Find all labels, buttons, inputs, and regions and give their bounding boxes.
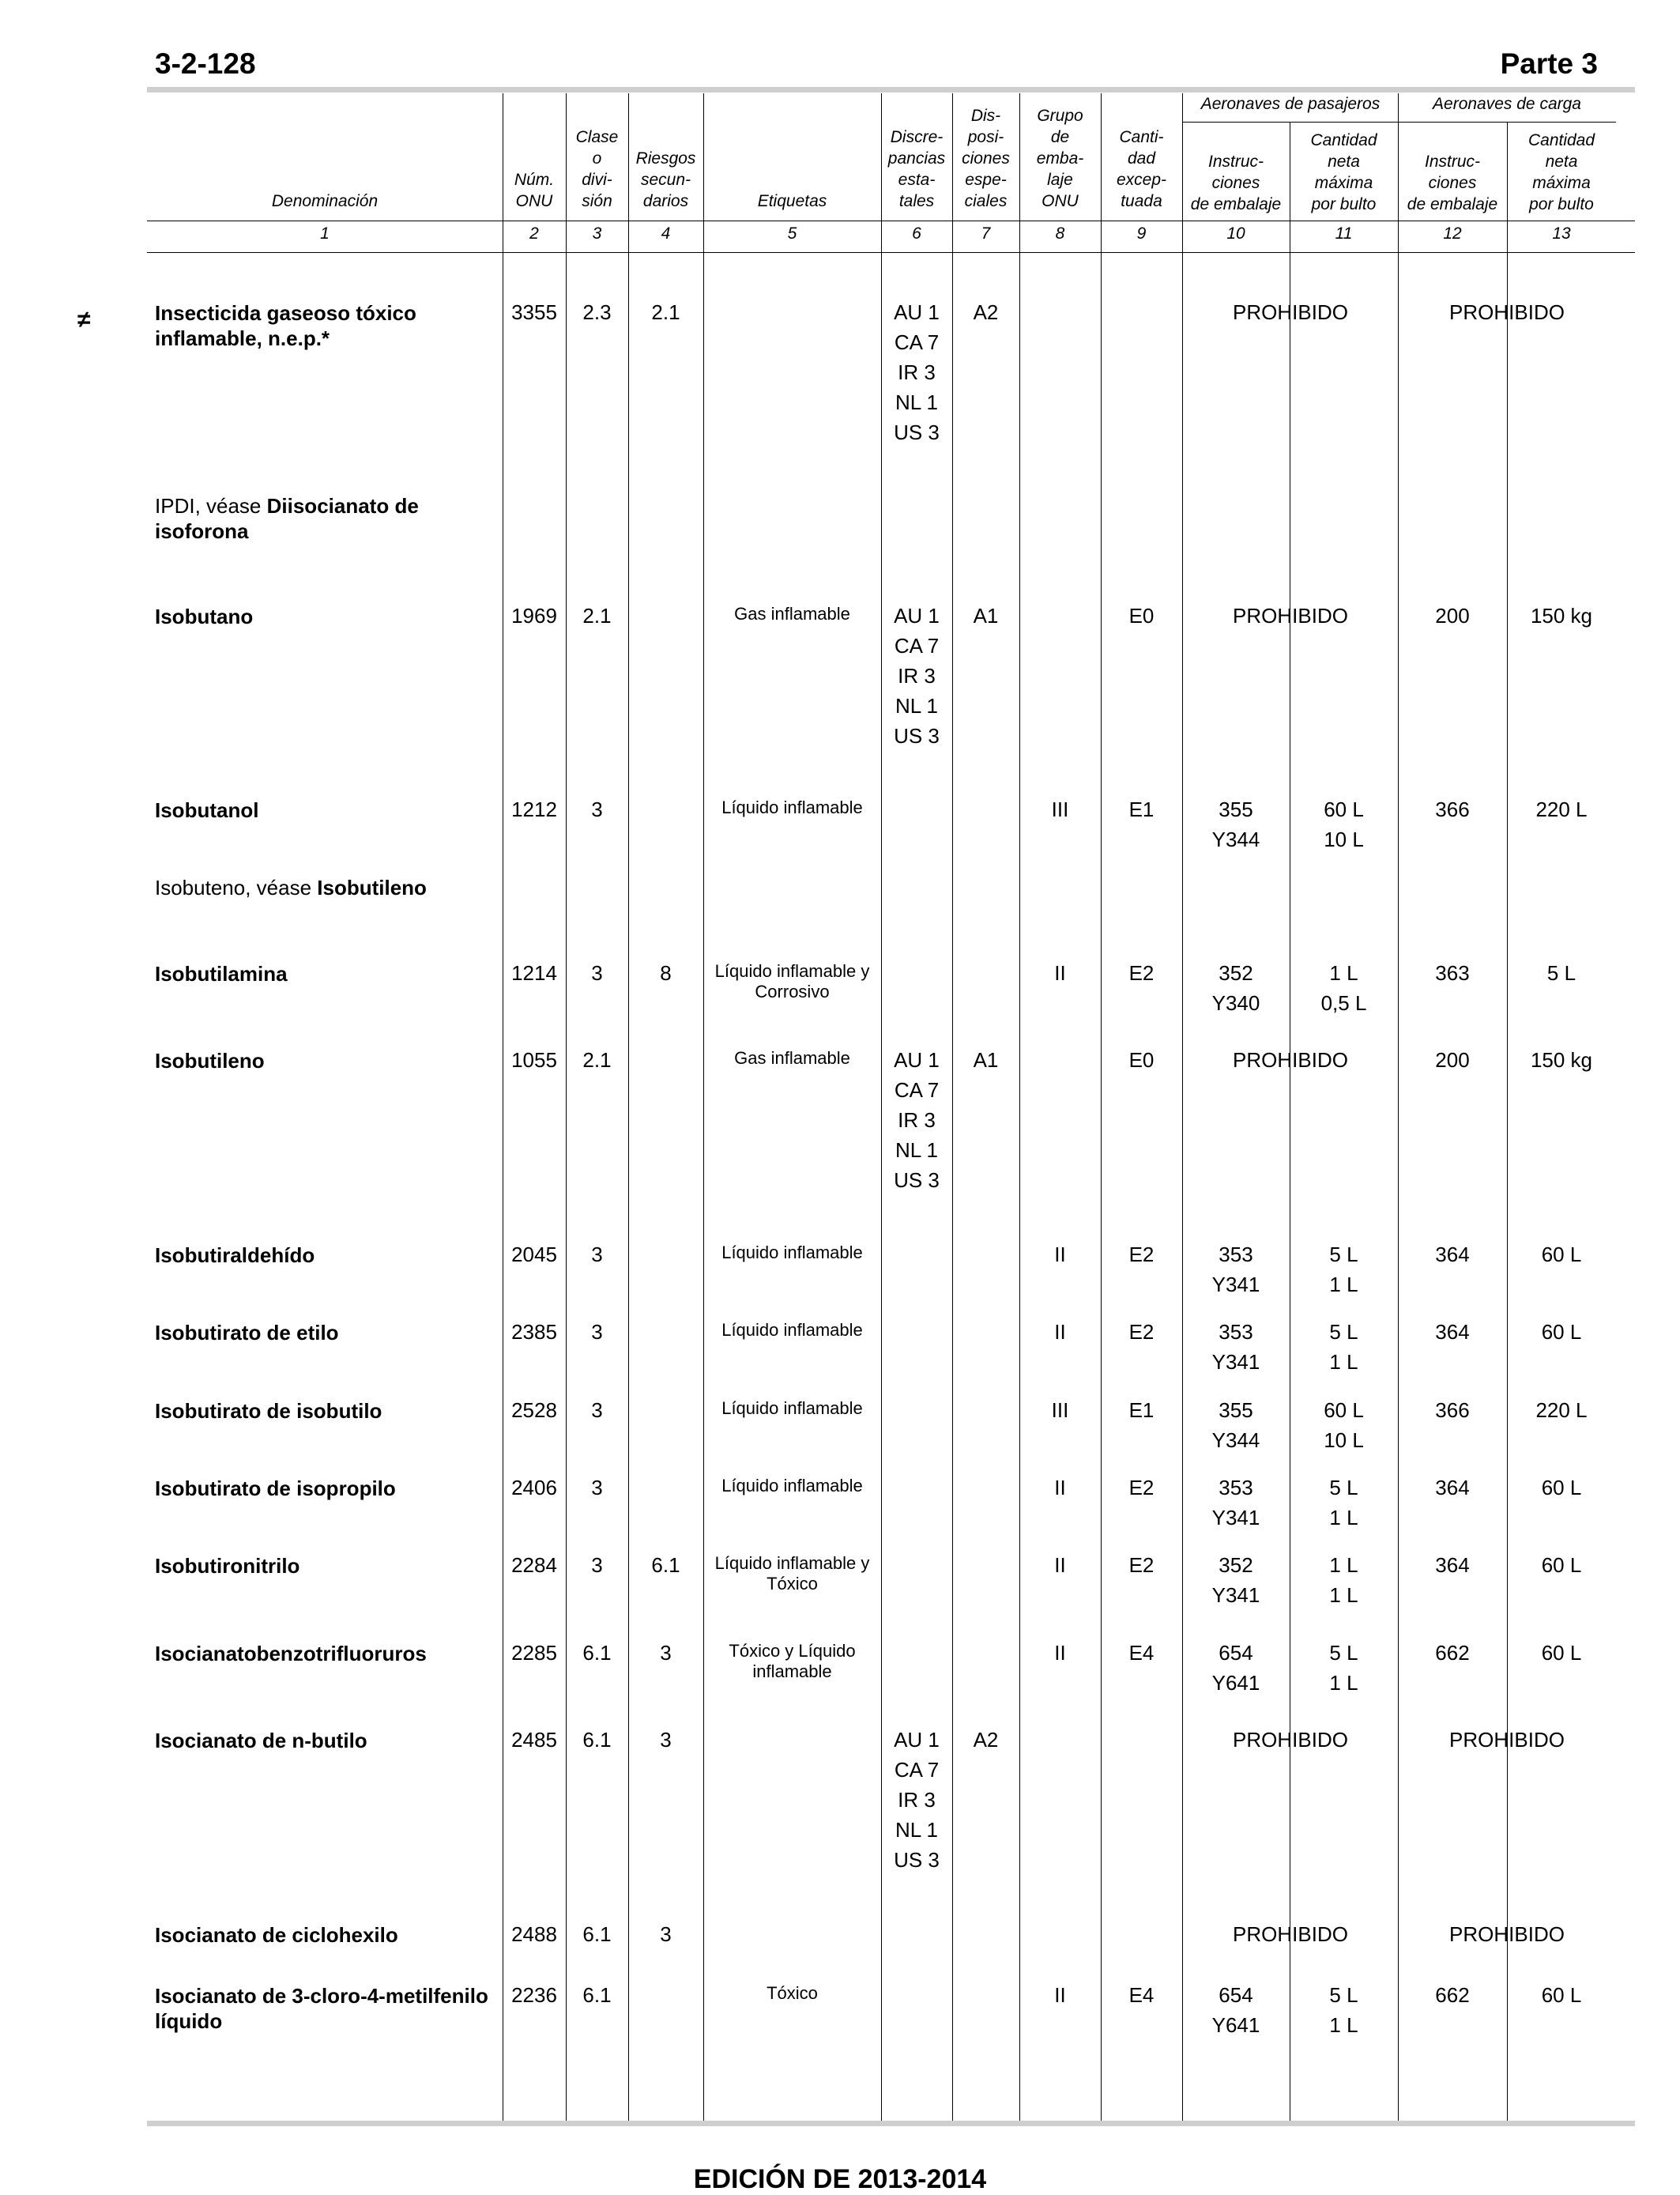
subsidiary-risk: 2.1 xyxy=(651,300,680,324)
column-header-6: Discre- pancias esta- tales xyxy=(887,128,946,210)
column-header-8: Grupo de emba- laje ONU xyxy=(1036,107,1084,210)
pax-forbidden: PROHIBIDO xyxy=(1233,1048,1348,1072)
cargo-max-net-quantity: 60 L xyxy=(1541,1476,1582,1499)
class-division: 3 xyxy=(591,1398,603,1422)
see-reference xyxy=(155,493,503,544)
pax-forbidden: PROHIBIDO xyxy=(1233,1728,1348,1752)
hazard-labels: Tóxico y Líquido inflamable xyxy=(729,1641,856,1681)
pax-packing-instruction: 654 Y641 xyxy=(1211,1641,1260,1695)
see-target: Diisocianato de isoforona xyxy=(155,494,419,543)
page-number: 3-2-128 xyxy=(155,47,256,80)
pax-max-net-quantity: 5 L 1 L xyxy=(1329,1320,1358,1374)
cargo-max-net-quantity: 60 L xyxy=(1541,1553,1582,1577)
packing-group: II xyxy=(1054,1243,1066,1266)
subsidiary-risk: 3 xyxy=(660,1641,672,1665)
column-number: 7 xyxy=(981,224,991,243)
pax-group-rule xyxy=(1182,122,1399,123)
part-title: Parte 3 xyxy=(1500,47,1598,80)
hazard-labels: Líquido inflamable xyxy=(721,1476,863,1495)
excepted-quantity: E2 xyxy=(1128,961,1155,985)
un-number: 2488 xyxy=(511,1922,557,1946)
hazard-labels: Gas inflamable xyxy=(734,1048,850,1068)
substance-name: Isobutilamina xyxy=(155,962,288,986)
pax-max-net-quantity: 1 L 1 L xyxy=(1329,1553,1358,1607)
pax-max-net-quantity: 5 L 1 L xyxy=(1329,1641,1358,1695)
pax-packing-instruction: 353 Y341 xyxy=(1211,1320,1260,1374)
cargo-max-net-quantity: 60 L xyxy=(1541,1641,1582,1665)
class-division: 2.1 xyxy=(582,604,612,628)
cargo-packing-instruction: 200 xyxy=(1435,1048,1470,1072)
column-number: 6 xyxy=(912,224,921,243)
cargo-forbidden: PROHIBIDO xyxy=(1449,1922,1565,1946)
un-number: 2285 xyxy=(511,1641,557,1665)
hazard-labels: Tóxico xyxy=(767,1983,818,2003)
hazard-labels: Líquido inflamable xyxy=(721,1320,863,1340)
substance-name: Isocianato de 3-cloro-4-metilfenilo líquido xyxy=(155,1984,488,2033)
pax-packing-instruction: 352 Y341 xyxy=(1211,1553,1260,1607)
excepted-quantity: E0 xyxy=(1128,1048,1155,1072)
state-variations: AU 1 CA 7 IR 3 NL 1 US 3 xyxy=(894,1048,940,1192)
see-prefix: IPDI, véase xyxy=(155,494,267,518)
packing-group: III xyxy=(1051,1398,1069,1422)
subsidiary-risk: 3 xyxy=(660,1922,672,1946)
see-reference xyxy=(155,875,503,900)
column-header-13: Cantidad neta máxima por bulto xyxy=(1527,131,1595,213)
hazard-labels: Líquido inflamable y Corrosivo xyxy=(714,961,870,1001)
column-number: 10 xyxy=(1226,224,1245,243)
special-provisions: A2 xyxy=(973,300,999,324)
pax-max-net-quantity: 60 L 10 L xyxy=(1324,1398,1364,1452)
un-number: 2045 xyxy=(511,1243,557,1266)
column-header-3: Clase o divi- sión xyxy=(575,128,619,210)
see-target: Isobutileno xyxy=(317,876,427,899)
subsidiary-risk: 3 xyxy=(660,1728,672,1752)
cargo-packing-instruction: 200 xyxy=(1435,604,1470,628)
un-number: 1214 xyxy=(511,961,557,985)
column-divider xyxy=(628,93,629,2121)
column-divider xyxy=(1019,93,1020,2121)
pax-max-net-quantity: 1 L 0,5 L xyxy=(1320,961,1367,1015)
un-number: 2236 xyxy=(511,1983,557,2007)
substance-name: Isobutironitrilo xyxy=(155,1554,300,1578)
class-division: 2.1 xyxy=(582,1048,612,1072)
packing-group: II xyxy=(1054,1983,1066,2007)
subsidiary-risk: 8 xyxy=(660,961,672,985)
cargo-packing-instruction: 364 xyxy=(1435,1476,1470,1499)
hazard-labels: Líquido inflamable y Tóxico xyxy=(714,1553,870,1593)
cargo-packing-instruction: 662 xyxy=(1435,1641,1470,1665)
number-row-separator xyxy=(147,252,1635,253)
class-division: 2.3 xyxy=(582,300,612,324)
packing-group: II xyxy=(1054,961,1066,985)
cargo-packing-instruction: 662 xyxy=(1435,1983,1470,2007)
substance-name: Isobutano xyxy=(155,605,254,628)
column-number: 4 xyxy=(661,224,671,243)
substance-name: Isobutiraldehído xyxy=(155,1243,315,1267)
pax-forbidden: PROHIBIDO xyxy=(1233,1922,1348,1946)
column-number: 2 xyxy=(529,224,539,243)
cargo-forbidden: PROHIBIDO xyxy=(1449,300,1565,324)
column-header-10: Instruc- ciones de embalaje xyxy=(1190,153,1282,213)
column-header-2: Núm. ONU xyxy=(514,171,555,210)
packing-group: II xyxy=(1054,1641,1066,1665)
excepted-quantity: E1 xyxy=(1128,798,1155,821)
excepted-quantity: E4 xyxy=(1128,1641,1155,1665)
column-divider xyxy=(703,93,704,2121)
column-header-11: Cantidad neta máxima por bulto xyxy=(1310,131,1377,213)
un-number: 3355 xyxy=(511,300,557,324)
cargo-max-net-quantity: 60 L xyxy=(1541,1320,1582,1344)
packing-group: II xyxy=(1054,1476,1066,1499)
pax-packing-instruction: 654 Y641 xyxy=(1211,1983,1260,2037)
cargo-packing-instruction: 366 xyxy=(1435,798,1470,821)
substance-name: Isobutirato de isopropilo xyxy=(155,1477,396,1500)
class-division: 6.1 xyxy=(582,1983,612,2007)
cargo-max-net-quantity: 60 L xyxy=(1541,1983,1582,2007)
column-divider xyxy=(1182,93,1183,2121)
cargo-max-net-quantity: 150 kg xyxy=(1530,1048,1593,1072)
cargo-packing-instruction: 364 xyxy=(1435,1243,1470,1266)
special-provisions: A1 xyxy=(973,604,999,628)
class-division: 3 xyxy=(591,1553,603,1577)
column-divider xyxy=(1101,93,1102,2121)
column-header-9: Canti- dad excep- tuada xyxy=(1116,128,1167,210)
cargo-forbidden: PROHIBIDO xyxy=(1449,1728,1565,1752)
diff-marker: ≠ xyxy=(77,307,91,333)
column-number: 12 xyxy=(1443,224,1462,243)
column-number: 5 xyxy=(787,224,797,243)
class-division: 3 xyxy=(591,1476,603,1499)
packing-group: II xyxy=(1054,1553,1066,1577)
un-number: 2284 xyxy=(511,1553,557,1577)
column-number: 13 xyxy=(1552,224,1571,243)
un-number: 2485 xyxy=(511,1728,557,1752)
column-number: 8 xyxy=(1055,224,1065,243)
pax-packing-instruction: 353 Y341 xyxy=(1211,1243,1260,1296)
un-number: 2528 xyxy=(511,1398,557,1422)
cargo-packing-instruction: 366 xyxy=(1435,1398,1470,1422)
cargo-aircraft-header: Aeronaves de carga xyxy=(1433,95,1581,113)
hazard-labels: Líquido inflamable xyxy=(721,1243,863,1262)
column-header-1: Denominación xyxy=(271,192,379,210)
column-number: 9 xyxy=(1136,224,1147,243)
bottom-rule xyxy=(147,2121,1635,2126)
pax-max-net-quantity: 5 L 1 L xyxy=(1329,1243,1358,1296)
column-number: 1 xyxy=(320,224,330,243)
special-provisions: A2 xyxy=(973,1728,999,1752)
class-division: 3 xyxy=(591,1320,603,1344)
substance-name: Isobutileno xyxy=(155,1049,265,1073)
hazard-labels: Gas inflamable xyxy=(734,604,850,624)
hazard-labels: Líquido inflamable xyxy=(721,1398,863,1418)
un-number: 1055 xyxy=(511,1048,557,1072)
footer-edition: EDICIÓN DE 2013-2014 xyxy=(693,2164,987,2194)
un-number: 2385 xyxy=(511,1320,557,1344)
packing-group: III xyxy=(1051,798,1069,821)
class-division: 6.1 xyxy=(582,1728,612,1752)
subsidiary-risk: 6.1 xyxy=(651,1553,680,1577)
substance-name: Isocianato de ciclohexilo xyxy=(155,1923,398,1947)
pax-packing-instruction: 355 Y344 xyxy=(1211,798,1260,851)
substance-name: Isobutirato de etilo xyxy=(155,1321,339,1345)
excepted-quantity: E0 xyxy=(1128,604,1155,628)
class-division: 3 xyxy=(591,961,603,985)
column-divider xyxy=(1398,93,1399,2121)
class-division: 6.1 xyxy=(582,1922,612,1946)
un-number: 1969 xyxy=(511,604,557,628)
un-number: 1212 xyxy=(511,798,557,821)
packing-group: II xyxy=(1054,1320,1066,1344)
column-divider xyxy=(1507,123,1508,2121)
state-variations: AU 1 CA 7 IR 3 NL 1 US 3 xyxy=(894,300,940,444)
pax-max-net-quantity: 5 L 1 L xyxy=(1329,1476,1358,1529)
cargo-max-net-quantity: 220 L xyxy=(1535,1398,1588,1422)
excepted-quantity: E2 xyxy=(1128,1476,1155,1499)
substance-name: Insecticida gaseoso tóxico inflamable, n.e.p.* xyxy=(155,301,416,350)
pax-packing-instruction: 355 Y344 xyxy=(1211,1398,1260,1452)
cargo-max-net-quantity: 150 kg xyxy=(1530,604,1593,628)
pax-max-net-quantity: 60 L 10 L xyxy=(1324,798,1364,851)
class-division: 6.1 xyxy=(582,1641,612,1665)
cargo-max-net-quantity: 60 L xyxy=(1541,1243,1582,1266)
column-header-4: Riesgos secun- darios xyxy=(635,149,696,210)
state-variations: AU 1 CA 7 IR 3 NL 1 US 3 xyxy=(894,604,940,748)
substance-name: Isobutanol xyxy=(155,798,259,822)
pax-forbidden: PROHIBIDO xyxy=(1233,604,1348,628)
excepted-quantity: E1 xyxy=(1128,1398,1155,1422)
excepted-quantity: E4 xyxy=(1128,1983,1155,2007)
column-divider xyxy=(952,93,953,2121)
pax-packing-instruction: 352 Y340 xyxy=(1211,961,1260,1015)
excepted-quantity: E2 xyxy=(1128,1553,1155,1577)
cargo-packing-instruction: 364 xyxy=(1435,1320,1470,1344)
column-header-7: Dis- posi- ciones espe- ciales xyxy=(962,107,1010,210)
un-number: 2406 xyxy=(511,1476,557,1499)
see-prefix: Isobuteno, véase xyxy=(155,876,318,899)
class-division: 3 xyxy=(591,798,603,821)
excepted-quantity: E2 xyxy=(1128,1243,1155,1266)
pax-aircraft-header: Aeronaves de pasajeros xyxy=(1200,95,1381,113)
column-divider xyxy=(566,93,567,2121)
excepted-quantity: E2 xyxy=(1128,1320,1155,1344)
cargo-max-net-quantity: 5 L xyxy=(1546,961,1576,985)
column-number: 3 xyxy=(592,224,602,243)
cargo-max-net-quantity: 220 L xyxy=(1535,798,1588,821)
substance-name: Isocianatobenzotrifluoruros xyxy=(155,1642,427,1665)
column-number: 11 xyxy=(1335,224,1353,243)
pax-max-net-quantity: 5 L 1 L xyxy=(1329,1983,1358,2037)
pax-forbidden: PROHIBIDO xyxy=(1233,300,1348,324)
state-variations: AU 1 CA 7 IR 3 NL 1 US 3 xyxy=(894,1728,940,1872)
cargo-packing-instruction: 363 xyxy=(1435,961,1470,985)
column-header-12: Instruc- ciones de embalaje xyxy=(1407,153,1498,213)
cargo-packing-instruction: 364 xyxy=(1435,1553,1470,1577)
hazard-labels: Líquido inflamable xyxy=(721,798,863,817)
class-division: 3 xyxy=(591,1243,603,1266)
substance-name: Isobutirato de isobutilo xyxy=(155,1399,382,1423)
pax-packing-instruction: 353 Y341 xyxy=(1211,1476,1260,1529)
special-provisions: A1 xyxy=(973,1048,999,1072)
column-header-5: Etiquetas xyxy=(757,192,827,210)
top-rule xyxy=(147,87,1635,92)
substance-name: Isocianato de n-butilo xyxy=(155,1729,367,1752)
